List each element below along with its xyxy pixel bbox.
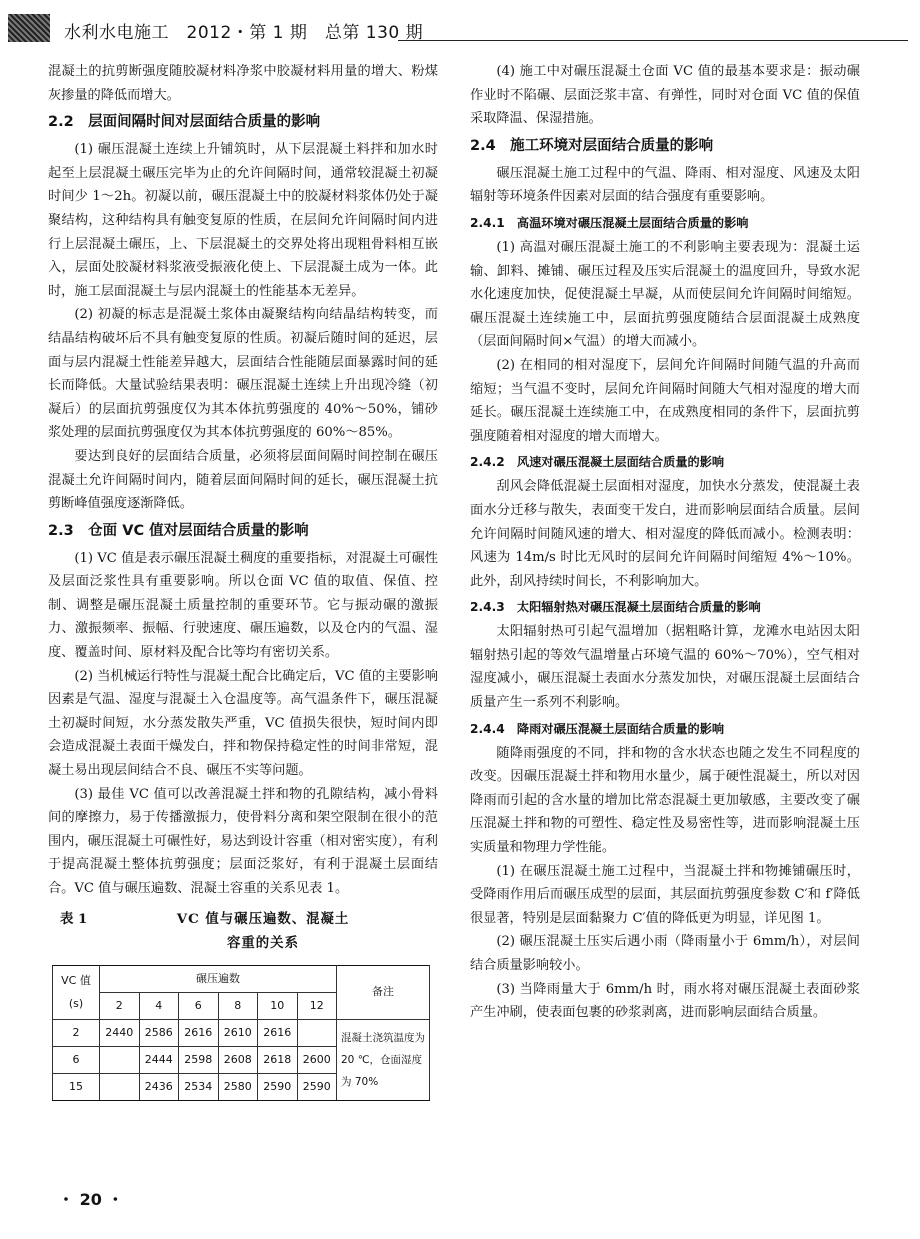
density-cell: 2590 bbox=[258, 1073, 298, 1100]
vc-value-cell: 15 bbox=[53, 1073, 100, 1100]
remark-cell: 混凝土浇筑温度为 20 ℃，仓面湿度为 70% bbox=[337, 1019, 430, 1100]
section-heading-2-4-3: 2.4.3 太阳辐射热对碾压混凝土层面结合质量的影响 bbox=[470, 600, 761, 615]
pass-count-cell: 6 bbox=[179, 992, 219, 1019]
page-number: ・ 20 ・ bbox=[58, 1190, 124, 1209]
vc-unit: (s) bbox=[68, 997, 84, 1011]
section-heading-2-3: 2.3 仓面 VC 值对层面结合质量的影响 bbox=[48, 522, 309, 539]
table-label: 表 1 bbox=[60, 910, 88, 927]
paragraph: (1) 在碾压混凝土施工过程中，当混凝土拌和物摊铺碾压时，受降雨作用后而碾压成型的层面，其层面抗剪强度参数 C′和 f′降低很显著，特别是层面黏聚力 C′值的降低更为明显，详见图 1。 bbox=[470, 863, 860, 926]
pass-count-cell: 12 bbox=[297, 992, 337, 1019]
left-column bbox=[48, 60, 438, 1101]
density-cell: 2436 bbox=[139, 1073, 179, 1100]
running-header bbox=[8, 10, 904, 50]
paragraph: (3) 最佳 VC 值可以改善混凝土拌和物的孔隙结构，减小骨料间的摩擦力，易于传播激振力，使骨料分离和架空限制在很小的范围内，碾压混凝土可碾性好，易达到设计容重（相对密实度），有利于提高混凝土整体抗剪强度；层面泛浆好，有利于混凝土层面结合。VC 值与碾压遍数、混凝土容重的关系见表 1。 bbox=[48, 786, 438, 896]
running-title: 水利水电施工 2012・第 1 期 总第 130 期 bbox=[64, 23, 424, 43]
paragraph: (4) 施工中对碾压混凝土仓面 VC 值的最基本要求是：振动碾作业时不陷碾、层面泛浆丰富、有弹性，同时对仓面 VC 值的保值采取降温、保湿措施。 bbox=[470, 64, 860, 127]
vc-value-cell: 2 bbox=[53, 1019, 100, 1046]
density-cell: 2618 bbox=[258, 1046, 298, 1073]
paragraph: (2) 当机械运行特性与混凝土配合比确定后，VC 值的主要影响因素是气温、湿度与混凝土入仓温度等。高气温条件下，碾压混凝土初凝时间短，水分蒸发散失严重，VC 值损失很快，短时间内即会造成混凝土表面干燥发白，拌和物保持稳定性的时间非常短，混凝土易出现层间结合不良、碾压不实等问题。 bbox=[48, 668, 438, 779]
vc-label: VC 值 bbox=[61, 973, 91, 987]
journal-logo-icon bbox=[8, 14, 50, 42]
table-header-passes: 碾压遍数 bbox=[100, 965, 337, 992]
paragraph: 混凝土的抗剪断强度随胶凝材料净浆中胶凝材料用量的增大、粉煤灰掺量的降低而增大。 bbox=[48, 64, 438, 103]
pass-count-cell: 8 bbox=[218, 992, 258, 1019]
section-heading-2-4-2: 2.4.2 风速对碾压混凝土层面结合质量的影响 bbox=[470, 455, 725, 470]
pass-count-cell: 4 bbox=[139, 992, 179, 1019]
paragraph: 随降雨强度的不同，拌和物的含水状态也随之发生不同程度的改变。因碾压混凝土拌和物用水量少，属于硬性混凝土，所以对因降雨而引起的含水量的增加比常态混凝土更加敏感，主要改变了碾压混凝土拌和物的可塑性、稳定性及易密性等，进而影响混凝土压实质量和物理力学性能。 bbox=[470, 745, 860, 856]
density-cell: 2616 bbox=[258, 1019, 298, 1046]
section-heading-2-4-4: 2.4.4 降雨对碾压混凝土层面结合质量的影响 bbox=[470, 721, 725, 736]
section-heading-2-4: 2.4 施工环境对层面结合质量的影响 bbox=[470, 137, 714, 154]
density-cell: 2598 bbox=[179, 1046, 219, 1073]
paragraph: (2) 碾压混凝土压实后遇小雨（降雨量小于 6mm/h），对层间结合质量影响较小。 bbox=[470, 934, 860, 973]
density-cell: 2610 bbox=[218, 1019, 258, 1046]
density-cell: 2444 bbox=[139, 1046, 179, 1073]
section-heading-2-4-1: 2.4.1 高温环境对碾压混凝土层面结合质量的影响 bbox=[470, 215, 749, 230]
table-caption bbox=[48, 907, 438, 955]
paragraph: (1) 碾压混凝土连续上升铺筑时，从下层混凝土料拌和加水时起至上层混凝土碾压完毕为止的允许间隔时间，通常较混凝土初凝时间少 1～2h。初凝以前，碾压混凝土中的胶凝材料浆体仍处于凝聚结构，这种结构具有触变复原的性质，在层间允许间隔时间内进行上层混凝土碾压，上、下层混凝土的交界处将出现粗骨料相互嵌入，层面处胶凝材料浆液受振液化使上、下层混凝土成为一体。此时，施工层面混凝土与层内混凝土的性能基本无差异。 bbox=[48, 142, 438, 299]
paragraph: 太阳辐射热可引起气温增加（据粗略计算，龙滩水电站因太阳辐射热引起的等效气温增量占环境气温的 60%～70%），空气相对湿度减小，碾压混凝土表面水分蒸发加快，对碾压混凝土层面结合质量产生一系列不利影响。 bbox=[470, 624, 860, 711]
table-title-line2: 容重的关系 bbox=[227, 934, 299, 951]
pass-count-cell: 2 bbox=[100, 992, 140, 1019]
paragraph: (2) 初凝的标志是混凝土浆体由凝聚结构向结晶结构转变，而结晶结构破坏后不具有触变复原的性质。初凝后随时间的延迟，层面与层内混凝土性能差异越大，层面结合性能随层面暴露时间的延长而降低。大量试验结果表明：碾压混凝土连续上升出现冷缝（初凝后）的层面抗剪强度仅为其本体抗剪强度的 40%～50%，铺砂浆处理的层面抗剪强度仅为其本体抗剪强度的 60%～85%。 bbox=[48, 307, 438, 441]
vc-value-cell: 6 bbox=[53, 1046, 100, 1073]
density-cell: 2586 bbox=[139, 1019, 179, 1046]
paragraph: (3) 当降雨量大于 6mm/h 时，雨水将对碾压混凝土表面砂浆产生冲刷，使表面包裹的砂浆剥离，进而影响层面结合质量。 bbox=[470, 981, 860, 1021]
paragraph: (1) VC 值是表示碾压混凝土稠度的重要指标，对混凝土可碾性及层面泛浆性具有重要影响。所以仓面 VC 值的取值、保值、控制、调整是碾压混凝土质量控制的重要环节。它与振动碾的激振力、激振频率、振幅、行驶速度、碾压遍数，以及仓内的气温、湿度、覆盖时间、原材料及配合比等均有密切关系。 bbox=[48, 550, 438, 661]
density-cell: 2580 bbox=[218, 1073, 258, 1100]
density-cell: 2534 bbox=[179, 1073, 219, 1100]
table-title-line1: VC 值与碾压遍数、混凝土 bbox=[176, 910, 350, 927]
table-header-remark: 备注 bbox=[337, 965, 430, 1019]
pass-count-cell: 10 bbox=[258, 992, 298, 1019]
density-cell bbox=[297, 1019, 337, 1046]
vc-table bbox=[52, 965, 430, 1101]
paragraph: 碾压混凝土施工过程中的气温、降雨、相对湿度、风速及太阳辐射等环境条件因素对层面的结合强度有重要影响。 bbox=[470, 165, 860, 205]
section-heading-2-2: 2.2 层面间隔时间对层面结合质量的影响 bbox=[48, 114, 321, 131]
paragraph: (1) 高温对碾压混凝土施工的不利影响主要表现为：混凝土运输、卸料、摊铺、碾压过程及压实后混凝土的温度回升，导致水泥水化速度加快，促使混凝土早凝，从而使层间允许间隔时间缩短。碾压混凝土连续施工中，层面抗剪强度随结合层面混凝土成熟度（层面间隔时间×气温）的增大而减小。 bbox=[470, 239, 860, 350]
density-cell bbox=[100, 1046, 140, 1073]
header-rule bbox=[398, 40, 908, 41]
density-cell: 2616 bbox=[179, 1019, 219, 1046]
density-cell: 2600 bbox=[297, 1046, 337, 1073]
table-header-vc bbox=[53, 965, 100, 1019]
density-cell bbox=[100, 1073, 140, 1100]
paragraph: 刮风会降低混凝土层面相对湿度，加快水分蒸发，使混凝土表面水分迁移与散失，表面变干发白，进而影响层面结合质量。层间允许间隔时间随风速的增大、相对湿度的降低而减小。检测表明：风速为 14m/s 时比无风时的层间允许间隔时间缩短 4%～10%。此外，刮风持续时间长，不利影响加大。 bbox=[470, 479, 860, 589]
right-column bbox=[470, 60, 860, 1025]
density-cell: 2608 bbox=[218, 1046, 258, 1073]
table-row bbox=[53, 1019, 430, 1046]
density-cell: 2590 bbox=[297, 1073, 337, 1100]
density-cell: 2440 bbox=[100, 1019, 140, 1046]
paragraph: (2) 在相同的相对湿度下，层间允许间隔时间随气温的升高而缩短；当气温不变时，层间允许间隔时间随大气相对湿度的增大而延长。碾压混凝土连续施工中，在成熟度相同的条件下，层面抗剪强度随着相对湿度的增大而增大。 bbox=[470, 357, 860, 444]
paragraph: 要达到良好的层面结合质量，必须将层面间隔时间控制在碾压混凝土允许间隔时间内，随着层面间隔时间的延长，碾压混凝土抗剪断峰值强度逐渐降低。 bbox=[48, 448, 438, 512]
